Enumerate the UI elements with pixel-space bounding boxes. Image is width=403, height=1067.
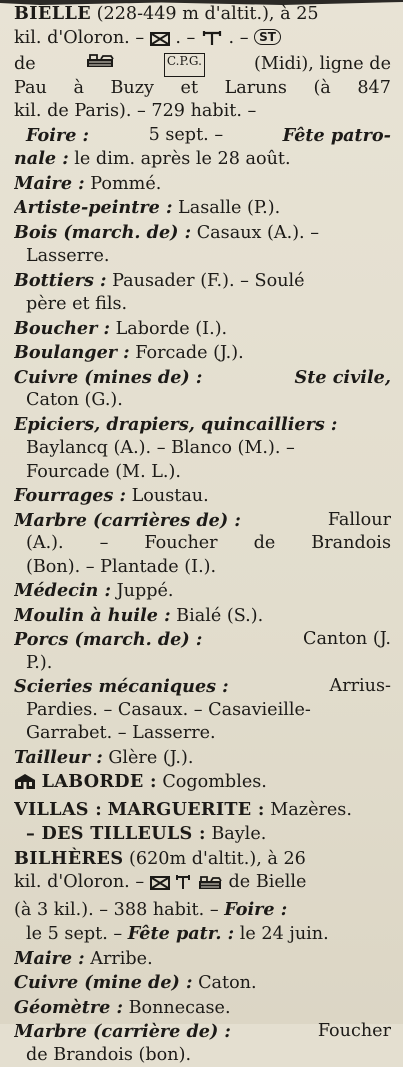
bilheres-line-1 [14, 847, 391, 872]
entry-porcs [14, 628, 391, 652]
bielle-altitude: (228-449 m d'altit.), à 25 [97, 4, 319, 24]
trade-value: Fallour [328, 509, 391, 533]
entry-marbre-l3 [14, 556, 391, 580]
label-fete: Fête patro- [283, 124, 391, 148]
entry-artiste [14, 196, 391, 221]
bilheres-cuivre [14, 971, 391, 996]
entry-scieries [14, 675, 391, 699]
trade-label: Boucher : [14, 318, 110, 339]
directory-column [14, 2, 391, 1067]
trade-label: Marbre (carrière de) : [14, 1020, 231, 1044]
entry-bois [14, 221, 391, 246]
bilheres-line-4 [14, 922, 391, 947]
word: Buzy [111, 77, 154, 101]
trade-label: Scieries mécaniques : [14, 675, 229, 699]
bilheres-altitude: (620m d'altit.), à 26 [129, 849, 306, 869]
word: 847 [357, 77, 391, 101]
entry-maire [14, 172, 391, 197]
word: Brandois [311, 532, 391, 556]
hotel-name: LABORDE : [42, 771, 157, 792]
trade-value: P.). [26, 653, 52, 673]
entry-bottiers [14, 269, 391, 294]
entry-fourrages [14, 484, 391, 509]
commune-name: BILHÈRES [14, 848, 123, 869]
bielle-line-7 [14, 147, 391, 172]
entry-boucher [14, 317, 391, 342]
trade-value: Lasserre. [26, 246, 109, 266]
trade-value: Bialé (S.). [176, 606, 263, 626]
trade-value: Bayle. [211, 824, 266, 844]
trade-value: Foucher [318, 1020, 391, 1044]
trade-value: Pausader (F.). – Soulé [112, 271, 304, 291]
trade-value: Casaux (A.). – [197, 223, 319, 243]
trade-label: Maire : [14, 173, 85, 194]
trade-value: Laborde (I.). [116, 319, 228, 339]
text: de Bielle [229, 872, 307, 892]
trade-label: Artiste-peintre : [14, 197, 172, 218]
trade-value: Arribe. [90, 949, 152, 969]
trade-value: Bonnecase. [129, 998, 231, 1018]
trade-label: Cuivre (mines de) : [14, 366, 202, 390]
train-station-icon [197, 874, 223, 898]
bilheres-marbre-cont [14, 1044, 391, 1067]
word: (A.). [26, 532, 64, 556]
text: 5 sept. – [149, 124, 224, 148]
entry-epiciers-l3 [14, 461, 391, 485]
telegraph-icon [175, 874, 191, 898]
label-fete-cont: nale : [14, 148, 69, 169]
trade-value: Canton (J. [303, 628, 391, 652]
entry-villas-l2 [14, 822, 391, 847]
text: . – [175, 28, 195, 48]
villa-name: MARGUERITE : [108, 799, 265, 820]
entry-villas [14, 798, 391, 823]
ste-abbrev: Ste [295, 367, 327, 388]
trade-value: Lasalle (P.). [178, 198, 280, 218]
bilheres-line-3 [14, 898, 391, 923]
villas-label: VILLAS : [14, 799, 102, 820]
civile: civile, [333, 367, 391, 388]
entry-epiciers-l2 [14, 437, 391, 461]
bilheres-geometre [14, 996, 391, 1021]
cpg-badge: C.P.G. [164, 53, 205, 77]
entry-moulin [14, 604, 391, 629]
entry-marbre [14, 509, 391, 533]
label-foire: Foire : [26, 124, 89, 148]
trade-label: Moulin à huile : [14, 605, 171, 626]
entry-scieries-l3 [14, 722, 391, 746]
text: kil. d'Oloron. – [14, 28, 144, 48]
entry-cuivre [14, 366, 391, 390]
trade-value: Cogombles. [162, 772, 267, 792]
trade-label: Boulanger : [14, 342, 130, 363]
trade-value: Juppé. [117, 581, 174, 601]
trade-value: Glère (J.). [108, 748, 193, 768]
trade-value: Arrius- [330, 675, 391, 699]
trade-label: Fourrages : [14, 485, 126, 506]
entry-cuivre-cont [14, 389, 391, 413]
text: (Midi), ligne de [254, 53, 391, 77]
trade-value: Fourcade (M. L.). [26, 462, 181, 482]
trade-value: Pardies. – Casaux. – Casavieille- [26, 700, 311, 720]
telegraph-icon [201, 30, 223, 54]
bilheres-line-2 [14, 871, 391, 898]
text: kil. d'Oloron. – [14, 872, 144, 892]
entry-laborde [14, 770, 391, 798]
bielle-line-6 [14, 124, 391, 148]
entry-porcs-cont [14, 652, 391, 676]
text: . – [229, 28, 249, 48]
word: Foucher [144, 532, 217, 556]
word: Pau [14, 77, 47, 101]
entry-boulanger [14, 341, 391, 366]
trade-value: Caton. [198, 973, 257, 993]
trade-value: (Bon). – Plantade (I.). [26, 557, 216, 577]
trade-label: Porcs (march. de) : [14, 628, 202, 652]
trade-label: Cuivre (mine de) : [14, 972, 192, 993]
train-station-icon [85, 53, 115, 77]
trade-value: Garrabet. – Lasserre. [26, 723, 216, 743]
entry-medecin [14, 579, 391, 604]
bielle-line-1 [14, 2, 391, 27]
entry-tailleur [14, 746, 391, 771]
entry-bois-cont [14, 245, 391, 269]
trade-label: Marbre (carrières de) : [14, 509, 241, 533]
trade-value: Caton (G.). [26, 390, 123, 410]
text: kil. de Paris). – 729 habit. – [14, 101, 256, 121]
hotel-icon [14, 772, 36, 798]
word: de [254, 532, 276, 556]
word: et [181, 77, 198, 101]
text: le 5 sept. – [26, 924, 122, 944]
bielle-line-3 [14, 53, 391, 77]
entry-epiciers [14, 413, 391, 438]
trade-value: Forcade (J.). [135, 343, 243, 363]
text: le 24 juin. [240, 924, 329, 944]
postal-box-icon [150, 874, 170, 898]
bielle-line-4 [14, 77, 391, 101]
entry-bottiers-cont [14, 293, 391, 317]
bielle-line-2 [14, 27, 391, 54]
trade-label: Epiciers, drapiers, quincailliers : [14, 414, 337, 435]
postal-box-icon [150, 30, 170, 54]
bielle-line-5 [14, 100, 391, 124]
entry-scieries-l2 [14, 699, 391, 723]
commune-name: BIELLE [14, 3, 91, 24]
villa-name: – DES TILLEULS : [26, 823, 206, 844]
trade-value: Mazères. [270, 800, 352, 820]
word: – [100, 532, 109, 556]
bilheres-maire [14, 947, 391, 972]
word: Laruns [225, 77, 287, 101]
trade-value [295, 366, 391, 390]
trade-value: de Brandois (bon). [26, 1045, 191, 1065]
label-fete: Fête patr. : [128, 923, 234, 944]
station-badge: ST [254, 29, 281, 45]
trade-label: Bois (march. de) : [14, 222, 191, 243]
trade-value: Loustau. [132, 486, 209, 506]
trade-value: père et fils. [26, 294, 127, 314]
word: à [73, 77, 84, 101]
text: (à 3 kil.). – 388 habit. – [14, 900, 219, 920]
trade-label: Médecin : [14, 580, 111, 601]
text: le dim. après le 28 août. [74, 149, 290, 169]
entry-marbre-l2 [14, 532, 391, 556]
word: (à [313, 77, 330, 101]
trade-label: Maire : [14, 948, 85, 969]
trade-value: Pommé. [90, 174, 161, 194]
text: de [14, 53, 36, 77]
trade-label: Bottiers : [14, 270, 107, 291]
trade-value: Baylancq (A.). – Blanco (M.). – [26, 438, 295, 458]
label-foire: Foire : [224, 899, 287, 920]
trade-label: Tailleur : [14, 747, 103, 768]
trade-label: Géomètre : [14, 997, 123, 1018]
